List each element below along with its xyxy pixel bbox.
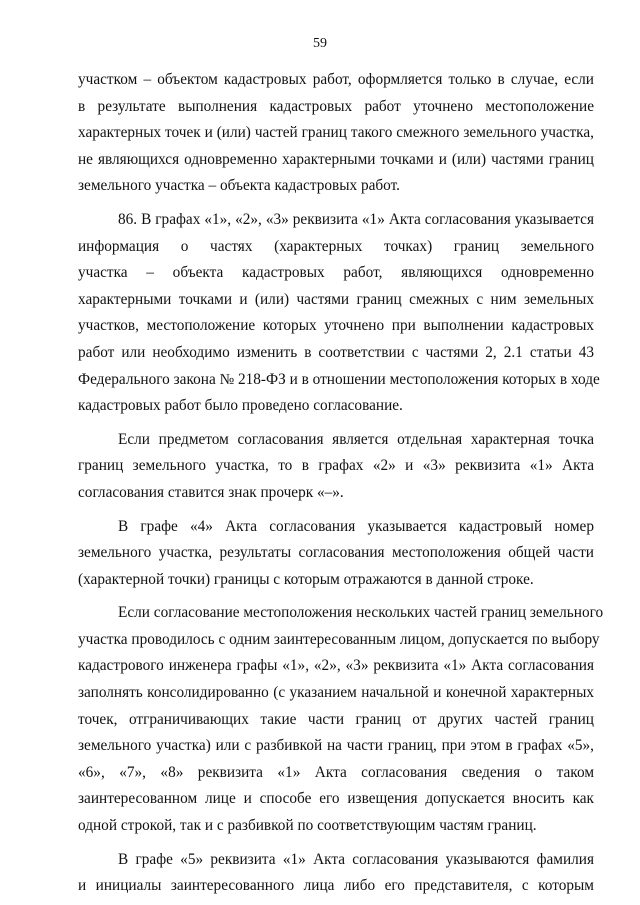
text-line: информация о частях (характерных точках) границ земельного bbox=[78, 237, 594, 255]
text-line: участков, местоположение которых уточнено при выполнении кадастровых bbox=[78, 317, 594, 335]
paragraph bbox=[78, 847, 594, 900]
text-line: Федерального закона № 218-ФЗ и в отношении местоположения которых в ходе bbox=[78, 370, 600, 388]
paragraph bbox=[78, 600, 604, 839]
paragraph bbox=[78, 67, 594, 200]
text-line: Если согласование местоположения нескольких частей границ земельного bbox=[118, 604, 604, 622]
page-number: 59 bbox=[313, 36, 327, 51]
text-line: характерными точками и (или) частями границ смежных с ним земельных bbox=[78, 290, 594, 308]
text-line: участка – объекта кадастровых работ, являющихся одновременно bbox=[78, 264, 594, 282]
paragraph bbox=[78, 427, 594, 507]
document-body bbox=[78, 67, 604, 900]
text-line: «6», «7», «8» реквизита «1» Акта согласования сведения о таком bbox=[78, 763, 594, 781]
text-line: земельного участка, результаты согласования местоположения общей части bbox=[78, 544, 594, 562]
paragraph bbox=[78, 207, 600, 420]
text-line: участком – объектом кадастровых работ, оформляется только в случае, если bbox=[78, 71, 594, 88]
text-line: точек, отграничивающих такие части границ от других частей границ bbox=[78, 710, 594, 728]
text-line: заинтересованном лице и способе его извещения допускается вносить как bbox=[78, 790, 594, 808]
text-line: не являющихся одновременно характерными точками и (или) частями границ bbox=[78, 150, 594, 168]
text-line: одной строкой, так и с разбивкой по соответствующим частям границ. bbox=[78, 817, 537, 835]
text-line: В графе «4» Акта согласования указывается кадастровый номер bbox=[118, 517, 594, 535]
text-line: заполнять консолидированно (с указанием начальной и конечной характерных bbox=[78, 684, 594, 702]
text-line: 86. В графах «1», «2», «3» реквизита «1» Акта согласования указывается bbox=[118, 210, 594, 228]
text-line: земельного участка) или с разбивкой на части границ, при этом в графах «5», bbox=[78, 737, 594, 755]
text-line: работ или необходимо изменить в соответствии с частями 2, 2.1 статьи 43 bbox=[78, 343, 594, 361]
text-line: границ земельного участка, то в графах «2» и «3» реквизита «1» Акта bbox=[78, 457, 594, 475]
text-line: участка проводилось с одним заинтересованным лицом, допускается по выбору bbox=[78, 630, 600, 648]
text-line: кадастрового инженера графы «1», «2», «3» реквизита «1» Акта согласования bbox=[78, 657, 594, 675]
text-line: Если предметом согласования является отдельная характерная точка bbox=[118, 430, 594, 448]
text-line: В графе «5» реквизита «1» Акта согласования указываются фамилия bbox=[118, 850, 594, 868]
text-line: и инициалы заинтересованного лица либо его представителя, с которым bbox=[78, 877, 594, 895]
text-line: земельного участка – объекта кадастровых работ. bbox=[78, 177, 400, 195]
text-line: согласования ставится знак прочерк «–». bbox=[78, 483, 344, 501]
text-line: (характерной точки) границы с которым отражаются в данной строке. bbox=[78, 570, 534, 588]
paragraph bbox=[78, 514, 594, 594]
text-line: характерных точек и (или) частей границ такого смежного земельного участка, bbox=[78, 124, 594, 142]
text-line: в результате выполнения кадастровых работ уточнено местоположение bbox=[78, 97, 594, 115]
text-line: кадастровых работ было проведено согласование. bbox=[78, 397, 403, 415]
